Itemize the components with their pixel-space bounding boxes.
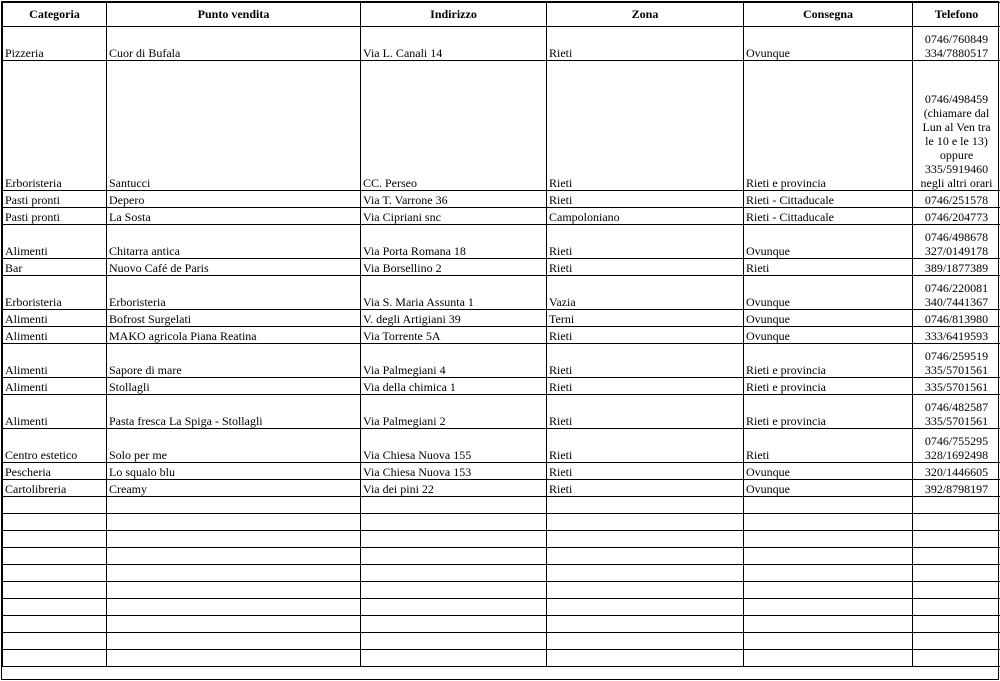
telefono-line: 392/8798197 [924,482,989,496]
cell-categoria[interactable]: Cartolibreria [3,480,107,497]
cell-telefono[interactable] [913,310,1000,327]
cell-zona[interactable]: Rieti [547,327,744,344]
empty-cell[interactable] [547,582,744,599]
empty-cell[interactable] [3,497,107,514]
empty-cell[interactable] [107,616,361,633]
cell-consegna[interactable]: Ovunque [744,480,913,497]
cell-indirizzo[interactable]: Via T. Varrone 36 [361,191,547,208]
empty-cell[interactable] [3,565,107,582]
cell-consegna[interactable]: Ovunque [744,27,913,61]
empty-cell[interactable] [3,582,107,599]
empty-cell[interactable] [547,616,744,633]
table-row [3,378,1000,395]
empty-cell[interactable] [547,548,744,565]
cell-punto-vendita[interactable]: Nuovo Café de Paris [107,259,361,276]
telefono-line: (chiamare dal [923,106,990,120]
cell-punto-vendita[interactable]: Sapore di mare [107,344,361,378]
table-body [3,27,1000,667]
cell-categoria[interactable]: Pasti pronti [3,191,107,208]
empty-cell[interactable] [361,582,547,599]
empty-cell[interactable] [913,497,1000,514]
empty-cell[interactable] [913,565,1000,582]
cell-categoria[interactable]: Erboristeria [3,276,107,310]
telefono-line: 340/7441367 [924,295,989,309]
cell-consegna[interactable]: Rieti e provincia [744,395,913,429]
table-row [3,395,1000,429]
telefono-line: 0746/251578 [924,193,989,207]
cell-consegna[interactable]: Rieti - Cittaducale [744,191,913,208]
empty-cell[interactable] [913,582,1000,599]
telefono-line: 334/7880517 [924,46,989,60]
empty-cell[interactable] [3,531,107,548]
telefono-line: 328/1692498 [924,448,989,462]
empty-cell[interactable] [3,633,107,650]
empty-cell[interactable] [361,497,547,514]
cell-zona[interactable]: Rieti [547,259,744,276]
telefono-line: 0746/482587 [924,400,989,414]
empty-cell[interactable] [913,616,1000,633]
cell-indirizzo[interactable]: Via Chiesa Nuova 153 [361,463,547,480]
cell-telefono[interactable] [913,344,1000,378]
cell-punto-vendita[interactable]: Cuor di Bufala [107,27,361,61]
telefono-line: Lun al Ven tra [922,120,991,134]
empty-row [3,548,1000,565]
telefono-line: 320/1446605 [924,465,989,479]
cell-indirizzo[interactable]: Via dei pini 22 [361,480,547,497]
cell-indirizzo[interactable]: Via L. Canali 14 [361,27,547,61]
cell-indirizzo[interactable]: Via Chiesa Nuova 155 [361,429,547,463]
shops-table [2,2,1000,667]
empty-cell[interactable] [107,633,361,650]
empty-cell[interactable] [913,548,1000,565]
cell-categoria[interactable]: Alimenti [3,310,107,327]
empty-cell[interactable] [744,531,913,548]
cell-indirizzo[interactable]: Via Borsellino 2 [361,259,547,276]
empty-cell[interactable] [913,514,1000,531]
empty-cell[interactable] [361,599,547,616]
cell-consegna[interactable]: Ovunque [744,310,913,327]
empty-cell[interactable] [107,497,361,514]
empty-cell[interactable] [744,599,913,616]
empty-cell[interactable] [547,599,744,616]
cell-telefono[interactable] [913,463,1000,480]
empty-cell[interactable] [744,616,913,633]
cell-punto-vendita[interactable]: Depero [107,191,361,208]
cell-categoria[interactable]: Alimenti [3,344,107,378]
empty-cell[interactable] [107,548,361,565]
table-row [3,344,1000,378]
empty-row [3,582,1000,599]
cell-zona[interactable]: Rieti [547,463,744,480]
empty-cell[interactable] [547,565,744,582]
cell-zona[interactable]: Rieti [547,225,744,259]
cell-zona[interactable]: Rieti [547,344,744,378]
empty-cell[interactable] [361,548,547,565]
cell-indirizzo[interactable]: Via Palmegiani 4 [361,344,547,378]
cell-telefono[interactable] [913,378,1000,395]
telefono-line: 0746/498459 [924,92,989,106]
telefono-line: 333/6419593 [924,329,989,343]
empty-cell[interactable] [3,548,107,565]
cell-categoria[interactable]: Pizzeria [3,27,107,61]
empty-cell[interactable] [913,650,1000,667]
header-telefono[interactable]: Telefono [913,3,1000,27]
cell-consegna[interactable]: Ovunque [744,276,913,310]
telefono-line: 0746/498678 [924,230,989,244]
empty-cell[interactable] [107,650,361,667]
cell-consegna[interactable]: Rieti - Cittaducale [744,208,913,225]
cell-zona[interactable]: Rieti [547,27,744,61]
empty-cell[interactable] [107,531,361,548]
empty-cell[interactable] [913,633,1000,650]
cell-punto-vendita[interactable]: Stollagli [107,378,361,395]
empty-cell[interactable] [361,531,547,548]
telefono-line: le 10 e le 13) [925,134,988,148]
cell-consegna[interactable]: Rieti e provincia [744,344,913,378]
telefono-line: 327/0149178 [924,244,989,258]
empty-cell[interactable] [547,514,744,531]
telefono-line: 0746/813980 [924,312,989,326]
header-indirizzo[interactable]: Indirizzo [361,3,547,27]
cell-indirizzo[interactable]: Via Torrente 5A [361,327,547,344]
header-categoria[interactable]: Categoria [3,3,107,27]
cell-zona[interactable]: Rieti [547,191,744,208]
table-row [3,429,1000,463]
cell-consegna[interactable]: Rieti e provincia [744,61,913,191]
cell-indirizzo[interactable]: Via Porta Romana 18 [361,225,547,259]
empty-cell[interactable] [107,582,361,599]
empty-cell[interactable] [3,616,107,633]
cell-indirizzo[interactable]: Via Cipriani snc [361,208,547,225]
table-row [3,463,1000,480]
empty-cell[interactable] [547,497,744,514]
cell-punto-vendita[interactable]: Erboristeria [107,276,361,310]
empty-row [3,599,1000,616]
cell-categoria[interactable]: Bar [3,259,107,276]
empty-row [3,565,1000,582]
empty-cell[interactable] [744,565,913,582]
cell-consegna[interactable]: Ovunque [744,327,913,344]
cell-consegna[interactable]: Rieti [744,259,913,276]
empty-cell[interactable] [361,650,547,667]
table-row [3,310,1000,327]
telefono-line: 0746/259519 [924,349,989,363]
table-row [3,191,1000,208]
header-zona[interactable]: Zona [547,3,744,27]
telefono-line: 0746/204773 [924,210,989,224]
empty-row [3,514,1000,531]
empty-cell[interactable] [744,514,913,531]
cell-categoria[interactable]: Alimenti [3,327,107,344]
empty-cell[interactable] [107,599,361,616]
cell-zona[interactable]: Rieti [547,378,744,395]
cell-punto-vendita[interactable]: Lo squalo blu [107,463,361,480]
empty-cell[interactable] [744,633,913,650]
cell-consegna[interactable]: Ovunque [744,463,913,480]
table-row [3,480,1000,497]
cell-punto-vendita[interactable]: Pasta fresca La Spiga - Stollagli [107,395,361,429]
empty-cell[interactable] [3,514,107,531]
telefono-line: 335/5919460 [924,162,989,176]
empty-cell[interactable] [361,514,547,531]
cell-categoria[interactable]: Alimenti [3,225,107,259]
cell-zona[interactable]: Vazia [547,276,744,310]
telefono-line: oppure [939,148,974,162]
cell-indirizzo[interactable]: Via della chimica 1 [361,378,547,395]
telefono-line: 335/5701561 [924,380,989,394]
cell-punto-vendita[interactable]: Creamy [107,480,361,497]
empty-cell[interactable] [3,599,107,616]
cell-zona[interactable]: Rieti [547,480,744,497]
cell-indirizzo[interactable]: V. degli Artigiani 39 [361,310,547,327]
cell-telefono[interactable] [913,27,1000,61]
table-row [3,225,1000,259]
spreadsheet [1,1,999,680]
cell-punto-vendita[interactable]: Santucci [107,61,361,191]
empty-cell[interactable] [107,514,361,531]
empty-cell[interactable] [913,531,1000,548]
cell-telefono[interactable] [913,61,1000,191]
cell-punto-vendita[interactable]: MAKO agricola Piana Reatina [107,327,361,344]
cell-telefono[interactable] [913,327,1000,344]
telefono-line: 335/5701561 [924,414,989,428]
empty-row [3,633,1000,650]
cell-categoria[interactable]: Alimenti [3,395,107,429]
telefono-line: 0746/220081 [924,281,989,295]
table-row [3,61,1000,191]
empty-cell[interactable] [547,650,744,667]
table-row [3,27,1000,61]
cell-categoria[interactable]: Centro estetico [3,429,107,463]
empty-cell[interactable] [913,599,1000,616]
cell-categoria[interactable]: Pescheria [3,463,107,480]
cell-consegna[interactable]: Ovunque [744,225,913,259]
cell-telefono[interactable] [913,225,1000,259]
telefono-line: negli altri orari [920,176,993,190]
header-consegna[interactable]: Consegna [744,3,913,27]
empty-cell[interactable] [744,548,913,565]
header-row [3,3,1000,27]
cell-telefono[interactable] [913,208,1000,225]
cell-indirizzo[interactable]: Via Palmegiani 2 [361,395,547,429]
empty-cell[interactable] [361,616,547,633]
empty-cell[interactable] [744,582,913,599]
cell-punto-vendita[interactable]: Chitarra antica [107,225,361,259]
empty-cell[interactable] [107,565,361,582]
cell-categoria[interactable]: Erboristeria [3,61,107,191]
cell-zona[interactable]: Rieti [547,61,744,191]
cell-consegna[interactable]: Rieti [744,429,913,463]
telefono-line: 335/5701561 [924,363,989,377]
empty-row [3,650,1000,667]
empty-cell[interactable] [744,650,913,667]
cell-punto-vendita[interactable]: Solo per me [107,429,361,463]
cell-punto-vendita[interactable]: Bofrost Surgelati [107,310,361,327]
table-row [3,208,1000,225]
cell-punto-vendita[interactable]: La Sosta [107,208,361,225]
table-row [3,276,1000,310]
empty-cell[interactable] [361,633,547,650]
cell-zona[interactable]: Rieti [547,429,744,463]
cell-telefono[interactable] [913,480,1000,497]
telefono-line: 0746/755295 [924,434,989,448]
cell-zona[interactable]: Terni [547,310,744,327]
empty-cell[interactable] [3,650,107,667]
empty-cell[interactable] [744,497,913,514]
cell-telefono[interactable] [913,395,1000,429]
cell-zona[interactable]: Campoloniano [547,208,744,225]
table-row [3,259,1000,276]
telefono-line: 389/1877389 [924,261,989,275]
cell-consegna[interactable]: Rieti e provincia [744,378,913,395]
cell-telefono[interactable] [913,259,1000,276]
empty-cell[interactable] [361,565,547,582]
header-punto-vendita[interactable]: Punto vendita [107,3,361,27]
empty-row [3,497,1000,514]
cell-indirizzo[interactable]: Via S. Maria Assunta 1 [361,276,547,310]
table-row [3,327,1000,344]
cell-categoria[interactable]: Pasti pronti [3,208,107,225]
empty-cell[interactable] [547,531,744,548]
cell-telefono[interactable] [913,429,1000,463]
cell-telefono[interactable] [913,276,1000,310]
telefono-line: 0746/760849 [924,32,989,46]
cell-telefono[interactable] [913,191,1000,208]
cell-zona[interactable]: Rieti [547,395,744,429]
empty-row [3,616,1000,633]
cell-categoria[interactable]: Alimenti [3,378,107,395]
empty-row [3,531,1000,548]
empty-cell[interactable] [547,633,744,650]
cell-indirizzo[interactable]: CC. Perseo [361,61,547,191]
